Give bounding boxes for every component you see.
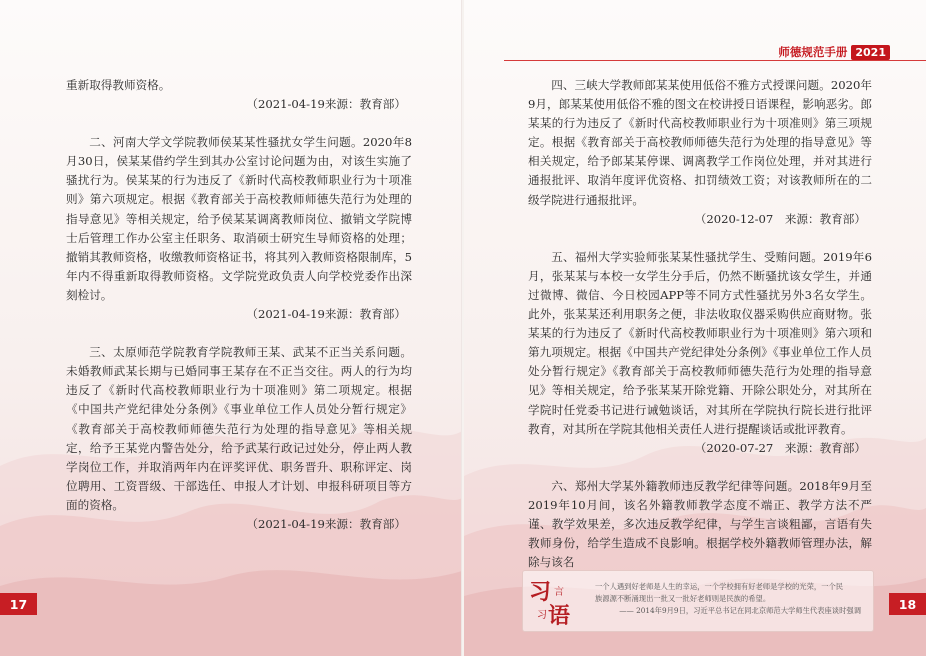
source-line: （2020-12-07 来源：教育部） xyxy=(694,211,866,226)
page-number: 18 xyxy=(889,593,926,615)
paragraph: 四、三峡大学教师郎某某使用低俗不雅方式授课问题。2020年9月，郎某某使用低俗不雅的图文在校讲授日语课程，影响恶劣。郎某某的行为违反了《新时代高校教师职业行为十项准则》第三项规定。根据《教育部关于高校教师师德失范行为处理的指导意见》等相关规定，给予郎某某停课、调离教学工作岗位处理，并对其进行通报批评、取消年度评优资格、扣罚绩效工资；对该教师所在的二级学院进行通报批评。 xyxy=(528,78,872,207)
source-line: （2021-04-19来源：教育部） xyxy=(246,97,406,112)
quote-text xyxy=(595,581,869,617)
source-line: （2021-04-19来源：教育部） xyxy=(246,516,406,531)
header-divider xyxy=(504,60,926,61)
paragraph: 三、太原师范学院教育学院教师王某、武某不正当关系问题。未婚教师武某长期与已婚同事王某存在不正当交往。两人的行为均违反了《新时代高校教师职业行为十项准则》第二项规定。根据《中国共产党纪律处分条例》《事业单位工作人员处分暂行规定》《教育部关于高校教师师德失范行为处理的指导意见》等相关规定，给予王某党内警告处分，给予武某行政记过处分，停止两人教学岗位工作，并取消两年内在评奖评优、职务晋升、职称评定、岗位聘用、工资晋级、干部选任、申报人才计划、申报科研项目等方面的资格。 xyxy=(66,345,412,512)
quote-line: 族源源不断涌现出一批又一批好老师则是民族的希望。 xyxy=(595,594,771,603)
left-body-text xyxy=(66,76,412,534)
right-page xyxy=(464,0,926,656)
paragraph: 五、福州大学实验师张某某性骚扰学生、受贿问题。2019年6月，张某某与本校一女学生分手后，仍然不断骚扰该女学生，并通过微博、微信、今日校园APP等不同方式性骚扰另外3名女学生。此外，张某某还利用职务之便，非法收取仪器采购供应商财物。张某某的行为违反了《新时代高校教师职业行为十项准则》第六项和第九项规定。根据《中国共产党纪律处分条例》《事业单位工作人员处分暂行规定》《教育部关于高校教师师德失范行为处理的指导意见》等相关规定，给予张某某开除党籍、开除公职处分，对其所在学院时任党委书记进行诫勉谈话，对其所在学院执行院长进行批评教育，对其所在学院其他相关责任人进行提醒谈话或批评教育。 xyxy=(528,249,872,436)
paragraph: 重新取得教师资格。 xyxy=(66,78,171,92)
quote-line: 一个人遇到好老师是人生的幸运，一个学校拥有好老师是学校的光荣，一个民 xyxy=(595,582,844,591)
left-page xyxy=(0,0,462,656)
paragraph: 二、河南大学文学院教师侯某某性骚扰女学生问题。2020年8月30日，侯某某借约学生到其办公室讨论问题为由，对该生实施了骚扰行为。侯某某的行为违反了《新时代高校教师职业行为十项准则》第六项规定。根据《教育部关于高校教师师德失范行为处理的指导意见》等相关规定，给予侯某某调离教师岗位、撤销文学院博士后管理工作办公室主任职务、取消硕士研究生导师资格的处理；撤销其教师资格，收缴教师资格证书，将其列入教师资格限制库，5年内不得重新取得教师资格。文学院党政负责人向学校党委作出深刻检讨。 xyxy=(66,135,412,302)
paragraph: 六、郑州大学某外籍教师违反教学纪律等问题。2018年9月至2019年10月间，该名外籍教师教学态度不端正、教学方法不严谨、教学效果差，多次违反教学纪律，与学生言谈粗鄙，言语有失教师身份，给学生造成不良影响。根据学校外籍教师管理办法，解除与该名 xyxy=(528,478,872,570)
book-title: 师德规范手册 xyxy=(778,45,848,59)
source-line: （2021-04-19来源：教育部） xyxy=(246,307,406,322)
year-badge: 2021 xyxy=(851,45,890,60)
xi-quote-box xyxy=(522,570,874,632)
xi-yan-xi-yu-logo: 习 言 习 语 xyxy=(529,579,571,629)
page-number: 17 xyxy=(0,593,37,615)
quote-attribution: —— 2014年9月9日，习近平总书记在同北京师范大学师生代表座谈时强调 xyxy=(619,606,861,615)
right-body-text xyxy=(528,76,872,572)
running-header xyxy=(778,44,890,60)
source-line: （2020-07-27 来源：教育部） xyxy=(694,440,866,455)
